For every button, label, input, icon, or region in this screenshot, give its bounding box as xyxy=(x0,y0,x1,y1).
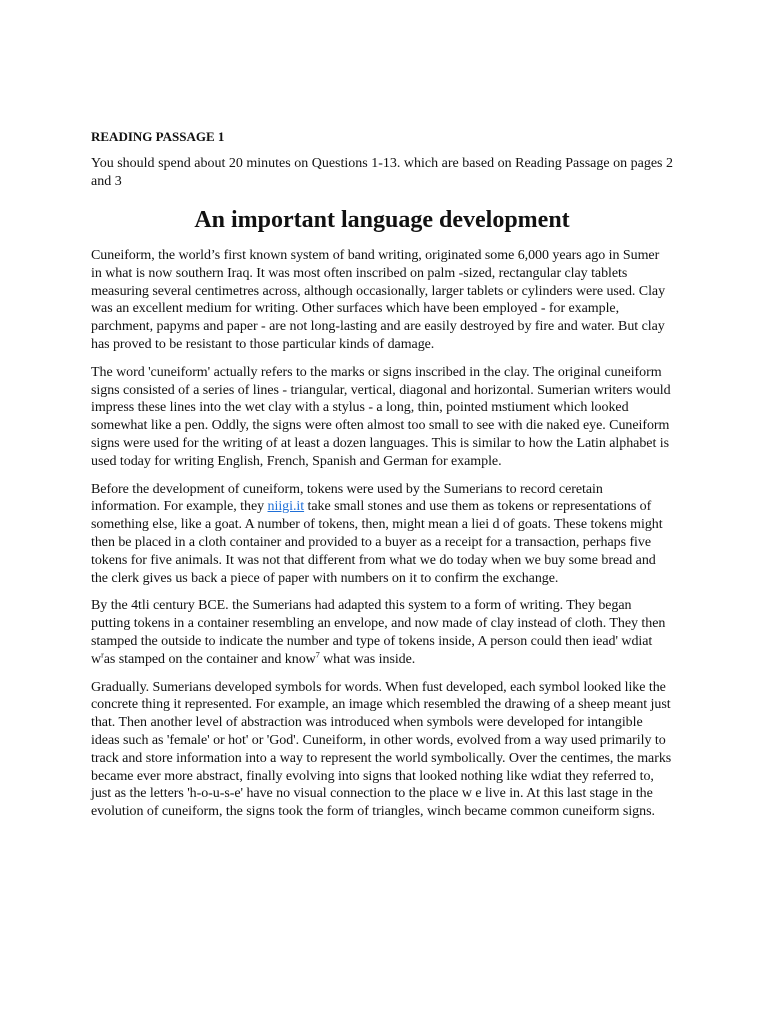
paragraph-3-start: Before the development of cuneiform, tokens were used by the Sumerians to record ceretain information. For example, they xyxy=(91,481,603,515)
inline-link[interactable]: niigi.it xyxy=(267,499,305,515)
document-page xyxy=(91,128,673,831)
instructions: You should spend about 20 minutes on Questions 1-13. which are based on Reading Passage on pages 2 and 3 xyxy=(91,156,673,189)
paragraph-3 xyxy=(91,481,673,588)
paragraph-2: The word 'cuneiform' actually refers to the marks or signs inscribed in the clay. The original cuneiform signs consisted of a series of lines - triangular, vertical, diagonal and horizontal. Sumerian writers would impress these lines into the wet clay with a stylus - a long, thin, pointed mstiument which looked somewhat like a pen. Oddly, the signs were often almost too small to see with die naked eye. Cuneiform signs were used for the writing of at least a dozen languages. This is similar to how the Latin alphabet is used today for writing English, French, Spanish and German for example. xyxy=(91,364,671,469)
paragraph-4-part-c: what was inside. xyxy=(319,651,416,667)
paragraph-1: Cuneiform, the world’s first known system of band writing, originated some 6,000 years ago in Sumer in what is now southern Iraq. It was most often inscribed on palm -sized, rectangular clay tablets measuring several centimetres across, although occasionally, larger tablets or cylinders were used. Clay was an excellent medium for writing. Other surfaces which have been employed - for example, parchment, papyms and paper - are not long-lasting and are easily destroyed by fire and water. But clay has proved to be resistant to those particular kinds of damage. xyxy=(91,248,666,352)
superscript-r: r xyxy=(101,650,104,660)
superscript-7: 7 xyxy=(315,650,320,660)
paragraph-4-part-b: as stamped on the container and know xyxy=(103,651,316,667)
section-label: READING PASSAGE 1 xyxy=(91,129,225,144)
paragraph-5: Gradually. Sumerians developed symbols for words. When fust developed, each symbol looked like the concrete thing it represented. For example, an image which resembled the drawing of a sheep meant just that. Then another level of abstraction was introduced when symbols were developed for intangible ideas such as 'female' or hot' or 'God'. Cuneiform, in other words, evolved from a way used primarily to track and store information into a way to represent the world symbolically. Over the centimes, the marks became ever more abstract, finally evolving into signs that looked nothing like wdiat they referred to, just as the letters 'h-o-u-s-e' have no visual connection to the place w e live in. At this last stage in the evolution of cuneiform, the signs took the form of triangles, winch became common cuneiform signs. xyxy=(91,679,672,820)
passage-title: An important language development xyxy=(194,207,570,233)
paragraph-3-end: take small stones and use them as tokens or representations of something else, like a goat. A number of tokens, then, might mean a liei d of goats. These tokens might then be placed in a cloth container and provided to a buyer as a receipt for a transaction, perhaps five tokens for five animals. It was not that different from what we do today when we buy some bread and the clerk gives us back a piece of paper with numbers on it to confirm the exchange. xyxy=(91,499,663,586)
paragraph-4-part-a: By the 4tli century BCE. the Sumerians had adapted this system to a form of writing. They began putting tokens in a container resembling an envelope, and now made of clay instead of cloth. They then stamped the outside to indicate the number and type of tokens inside, A person could then iead' wdiat w xyxy=(91,598,666,667)
paragraph-4 xyxy=(91,597,673,668)
